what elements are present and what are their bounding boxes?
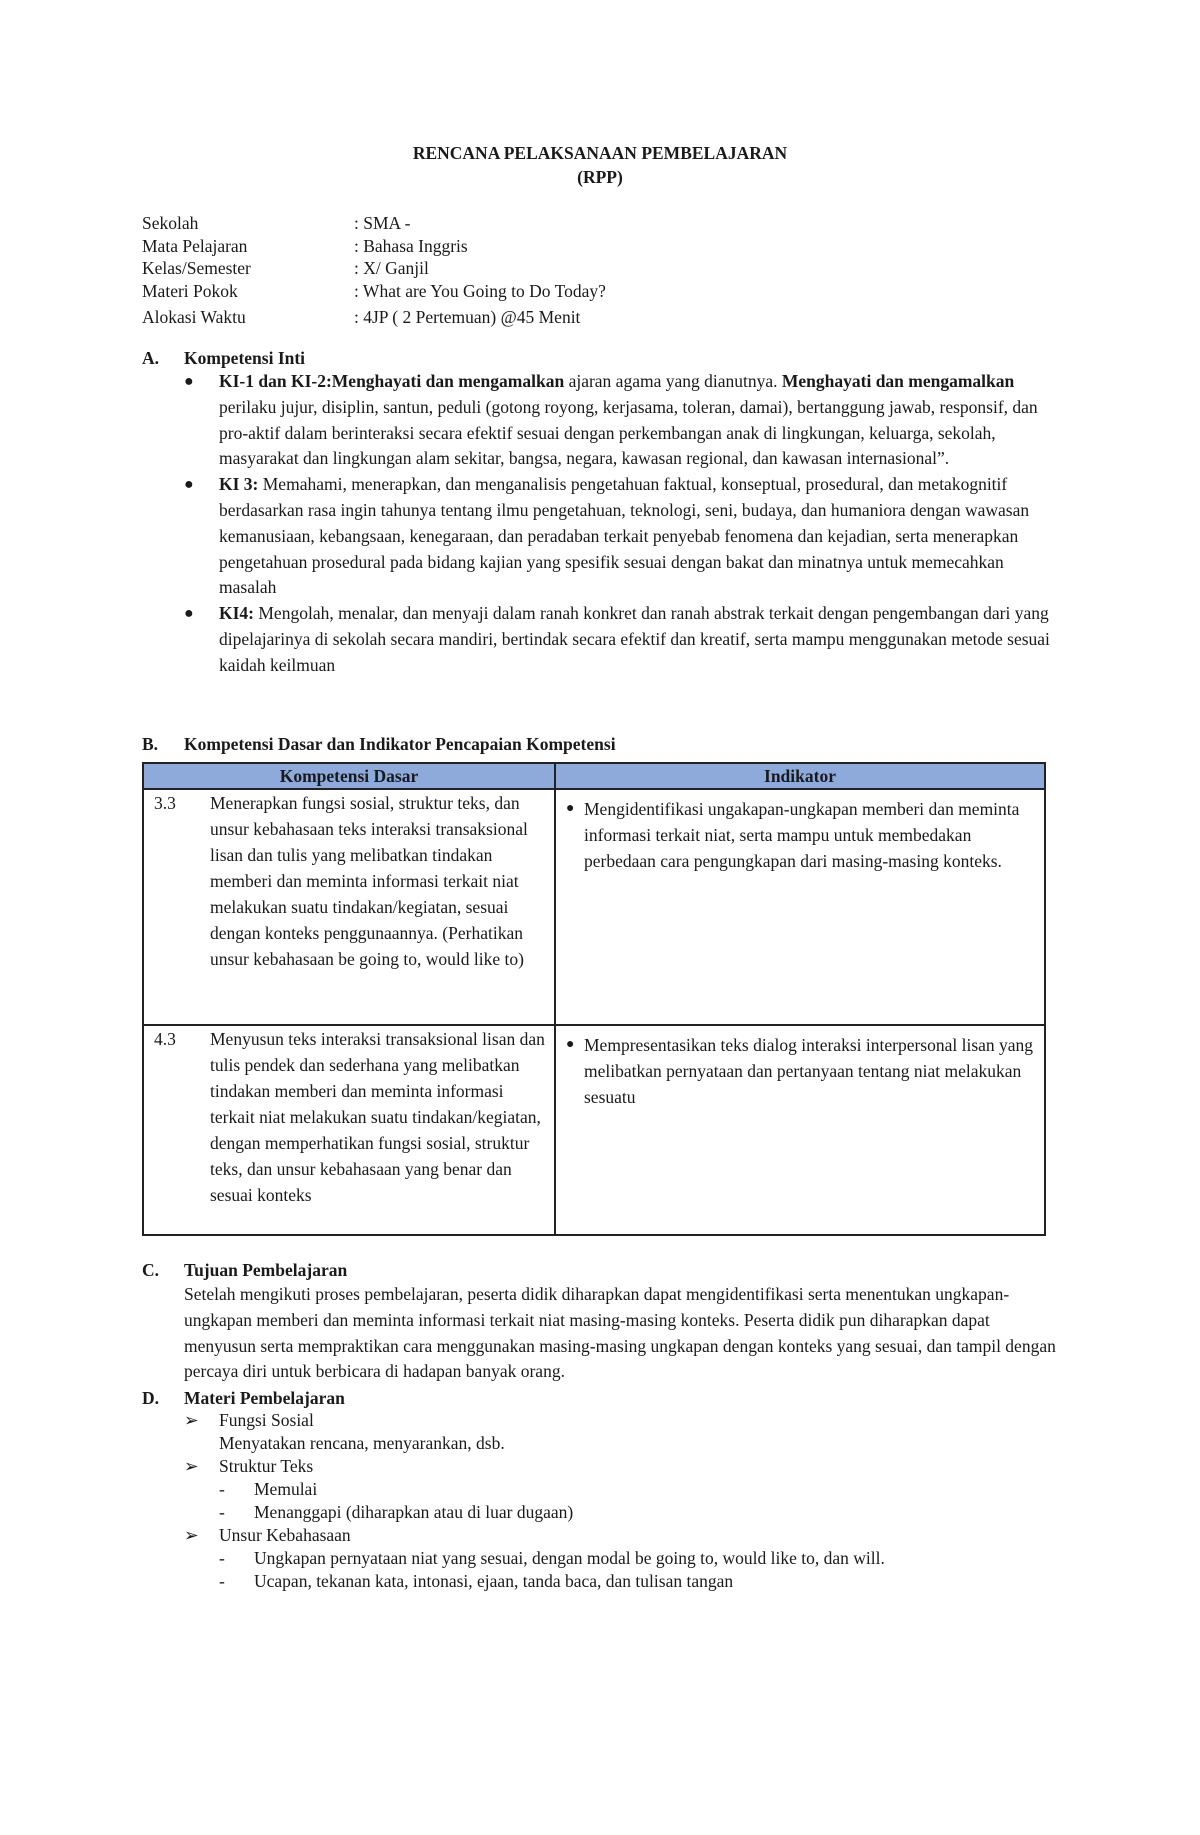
- materi-text: Menyatakan rencana, menyarankan, dsb.: [219, 1433, 505, 1453]
- kd-cell: [143, 789, 555, 1025]
- ki-bold: KI 3:: [219, 474, 259, 495]
- identity-label: Mata Pelajaran: [142, 235, 248, 256]
- indikator-text: Mempresentasikan teks dialog interaksi interpersonal lisan yang melibatkan pernyataan dan pertanyaan tentang niat melakukan sesuatu: [584, 1035, 1034, 1107]
- identity-value: : SMA -: [354, 213, 411, 233]
- materi-heading: Struktur Teks: [219, 1456, 314, 1476]
- tujuan-paragraph: Setelah mengikuti proses pembelajaran, peserta didik diharapkan dapat mengidentifikasi serta menentukan ungkapan-ungkapan memberi dan meminta informasi terkait niat masing-masing konteks. Peserta didik pun diharapkan dapat menyusun serta mempraktikan cara menggunakan masing-masing ungkapan dengan konteks yang sesuai, dan tampil dengan percaya diri untuk berbicara di hadapan banyak orang.: [184, 1284, 1056, 1382]
- list-item: [184, 1547, 1064, 1570]
- ki-bold: KI4:: [219, 603, 254, 624]
- materi-heading: Fungsi Sosial: [219, 1410, 314, 1430]
- ki-bold: KI-1 dan KI-2:Menghayati dan mengamalkan: [219, 371, 565, 391]
- arrow-bullet-icon: ➢: [184, 1410, 199, 1430]
- list-item: [184, 1432, 1064, 1455]
- dash-bullet-icon: -: [219, 1548, 225, 1568]
- identity-value: : What are You Going to Do Today?: [354, 280, 606, 301]
- indikator-header: Indikator: [555, 763, 1045, 789]
- table-row: [143, 789, 1045, 1025]
- dash-bullet-icon: -: [219, 1502, 225, 1522]
- document-subtitle: (RPP): [577, 167, 623, 187]
- kd-cell: [143, 1025, 555, 1235]
- ki-text: Memahami, menerapkan, dan menganalisis pengetahuan faktual, konseptual, prosedural, dan metakognitif berdasarkan rasa ingin tahunya tentang ilmu pengetahuan, teknologi, seni, budaya, dan humaniora dengan wawasan kemanusiaan, kebangsaan, kenegaraan, dan peradaban terkait penyebab fenomena dan kejadian, serta menerapkan pengetahuan prosedural pada bidang kajian yang spesifik sesuai dengan bakat dan minatnya untuk memecahkan masalah: [219, 474, 1030, 598]
- materi-text: Ungkapan pernyataan niat yang sesuai, dengan modal be going to, would like to, dan will.: [254, 1548, 885, 1568]
- kd-table-header: [143, 763, 1045, 789]
- identity-label: Materi Pokok: [142, 280, 238, 301]
- bullet-icon: ●: [566, 801, 575, 816]
- ki-list: [184, 369, 1064, 679]
- ki-text: perilaku jujur, disiplin, santun, peduli (gotong royong, kerjasama, toleran, damai), bertanggung jawab, responsif, dan pro-aktif dalam berinteraksi secara efektif sesuai dengan perkembangan anak di lingkungan, keluarga, sekolah, masyarakat dan lingkungan alam sekitar, bangsa, negara, kawasan regional, dan kawasan internasional”.: [219, 396, 1038, 469]
- materi-heading: Unsur Kebahasaan: [219, 1525, 351, 1545]
- section-b-heading: [142, 733, 616, 755]
- identity-label: Sekolah: [142, 213, 199, 233]
- ki-text: ajaran agama yang dianutnya.: [564, 371, 782, 391]
- arrow-bullet-icon: ➢: [184, 1456, 199, 1476]
- section-title: Kompetensi Inti: [184, 348, 306, 368]
- section-a-heading: [142, 347, 305, 369]
- kd-text: Menerapkan fungsi sosial, struktur teks, dan unsur kebahasaan teks interaksi transaksional lisan dan tulis yang melibatkan tindakan memberi dan meminta informasi terkait niat melakukan suatu tindakan/kegiatan, sesuai dengan konteks penggunaannya. (Perhatikan unsur kebahasaan be going to, would like to): [210, 793, 528, 969]
- section-title: Materi Pembelajaran: [184, 1388, 345, 1408]
- section-title: Tujuan Pembelajaran: [184, 1260, 348, 1280]
- section-title: Kompetensi Dasar dan Indikator Pencapaian Kompetensi: [184, 734, 616, 754]
- list-item: [184, 1409, 1064, 1432]
- bullet-icon: ●: [184, 373, 194, 390]
- materi-text: Ucapan, tekanan kata, intonasi, ejaan, tanda baca, dan tulisan tangan: [254, 1571, 734, 1591]
- dash-bullet-icon: -: [219, 1479, 225, 1499]
- section-d-heading: [142, 1387, 345, 1409]
- section-letter: B.: [142, 734, 159, 754]
- bullet-icon: ●: [566, 1037, 575, 1052]
- kd-header: Kompetensi Dasar: [143, 763, 555, 789]
- materi-text: Memulai: [254, 1479, 318, 1499]
- indikator-cell: [555, 789, 1045, 1025]
- list-item: [184, 1501, 1064, 1524]
- ki-item-4: [184, 601, 1064, 678]
- indikator-cell: [555, 1025, 1045, 1235]
- kd-number: 3.3: [154, 793, 176, 813]
- list-item: [184, 1455, 1064, 1478]
- identity-value: : X/ Ganjil: [354, 258, 429, 278]
- materi-text: Menanggapi (diharapkan atau di luar dugaan): [254, 1502, 574, 1522]
- ki-bold: Menghayati dan mengamalkan: [781, 371, 1015, 391]
- identity-row-kelas: [142, 257, 606, 280]
- materi-list: [184, 1409, 1064, 1593]
- identity-value: : 4JP ( 2 Pertemuan) @45 Menit: [354, 307, 581, 327]
- table-row: [143, 1025, 1045, 1235]
- identity-table: [142, 212, 606, 329]
- identity-row-materi: [142, 280, 606, 303]
- bullet-icon: ●: [184, 605, 194, 623]
- ki-text: Mengolah, menalar, dan menyaji dalam ranah konkret dan ranah abstrak terkait dengan pengembangan dari yang dipelajarinya di sekolah secara mandiri, bertindak secara efektif dan kreatif, serta mampu menggunakan metode sesuai kaidah keilmuan: [219, 603, 1050, 675]
- identity-label: Kelas/Semester: [142, 258, 251, 278]
- section-c-heading: [142, 1259, 347, 1281]
- identity-row-alokasi: [142, 306, 606, 329]
- identity-row-sekolah: [142, 212, 606, 235]
- arrow-bullet-icon: ➢: [184, 1525, 199, 1545]
- kd-table: [142, 762, 1046, 1236]
- kd-text: Menyusun teks interaksi transaksional lisan dan tulis pendek dan sederhana yang melibatkan tindakan memberi dan meminta informasi terkait niat melakukan suatu tindakan/kegiatan, dengan memperhatikan fungsi sosial, struktur teks, dan unsur kebahasaan yang benar dan sesuai konteks: [210, 1029, 545, 1205]
- section-letter: A.: [142, 348, 160, 368]
- indikator-text: Mengidentifikasi ungakapan-ungkapan memberi dan meminta informasi terkait niat, serta mampu untuk membedakan perbedaan cara pengungkapan dari masing-masing konteks.: [584, 799, 1020, 871]
- identity-value: : Bahasa Inggris: [354, 235, 468, 256]
- list-item: [184, 1570, 1064, 1593]
- bullet-icon: ●: [184, 476, 194, 494]
- section-letter: C.: [142, 1260, 160, 1280]
- document-title: RENCANA PELAKSANAAN PEMBELAJARAN: [412, 143, 788, 163]
- ki-item-1: [184, 369, 1064, 472]
- dash-bullet-icon: -: [219, 1571, 225, 1591]
- identity-label: Alokasi Waktu: [142, 307, 246, 327]
- identity-row-mapel: [142, 235, 606, 258]
- section-letter: D.: [142, 1388, 160, 1408]
- ki-item-3: [184, 472, 1064, 601]
- list-item: [184, 1478, 1064, 1501]
- list-item: [184, 1524, 1064, 1547]
- kd-number: 4.3: [154, 1029, 176, 1049]
